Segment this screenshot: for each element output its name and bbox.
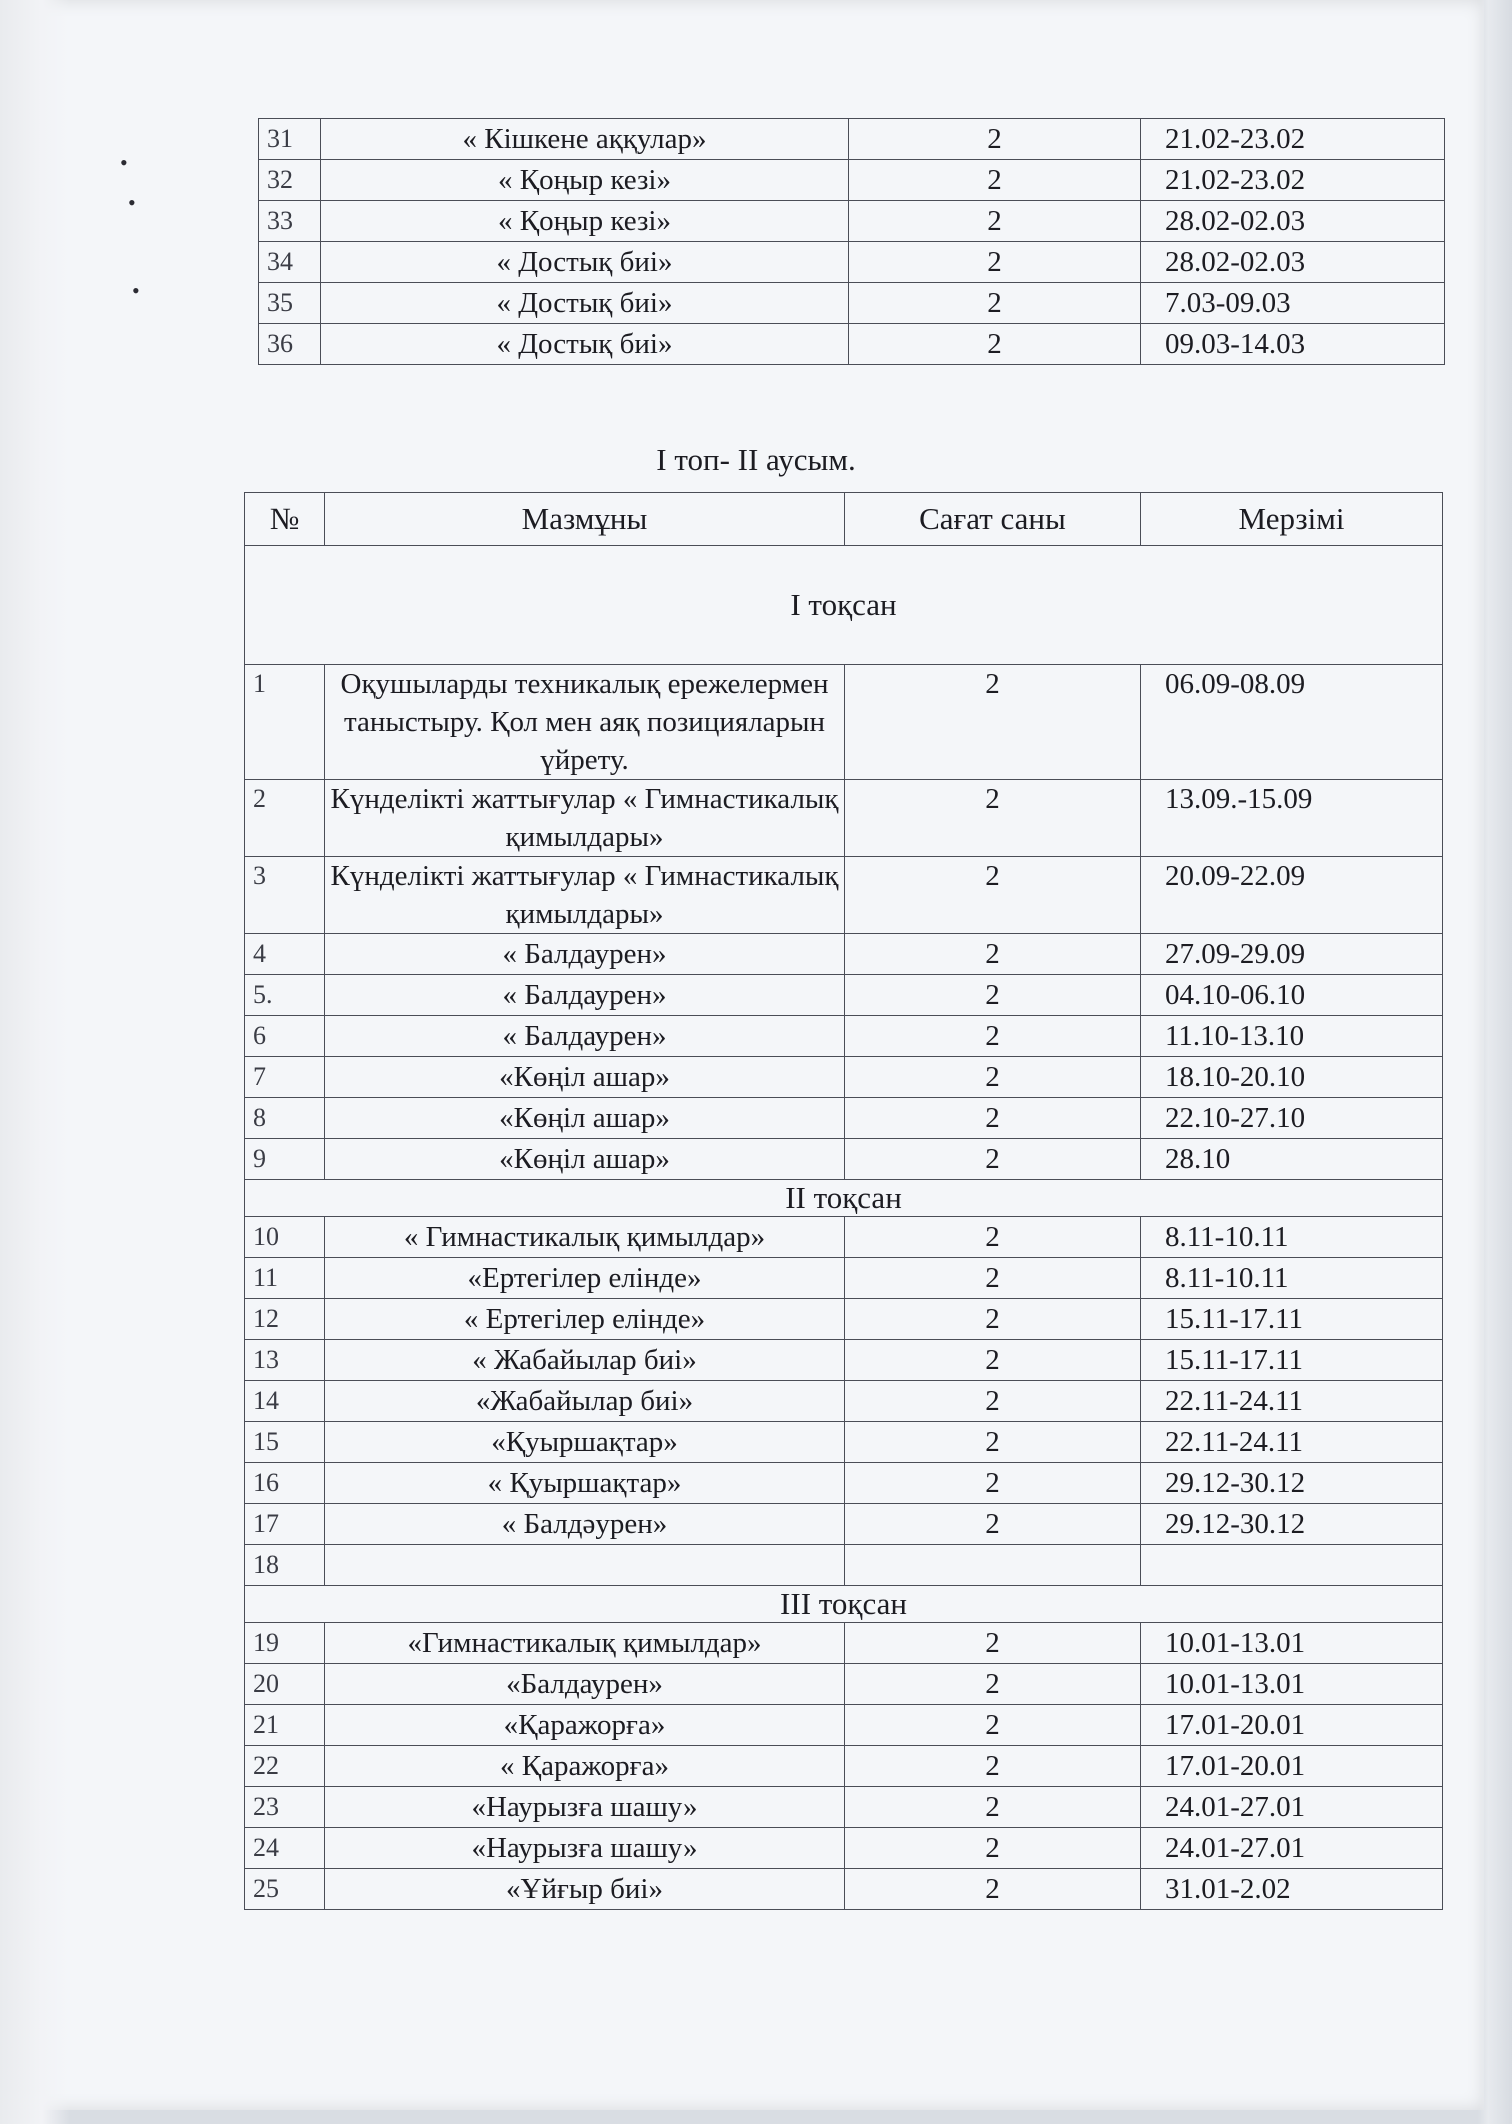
row-content: «Наурызға шашу» [325,1787,845,1828]
row-date: 31.01-2.02 [1141,1869,1443,1910]
row-content: « Жабайылар биі» [325,1340,845,1381]
row-date: 11.10-13.10 [1141,1016,1443,1057]
row-number: 23 [245,1787,325,1828]
row-date: 18.10-20.10 [1141,1057,1443,1098]
row-content: « Достық биі» [321,283,849,324]
row-hours: 2 [845,1299,1141,1340]
row-hours: 2 [845,1869,1141,1910]
table-row [245,857,1443,934]
row-date: 15.11-17.11 [1141,1299,1443,1340]
row-content: « Балдаурен» [325,934,845,975]
row-content: Оқушыларды техникалық ережелермен таныстыру. Қол мен аяқ позицияларын үйрету. [325,665,845,780]
row-date: 17.01-20.01 [1141,1746,1443,1787]
table-row [245,1545,1443,1586]
row-hours: 2 [845,1098,1141,1139]
table-row [245,1098,1443,1139]
row-date: 29.12-30.12 [1141,1504,1443,1545]
row-date: 21.02-23.02 [1141,119,1445,160]
row-date: 8.11-10.11 [1141,1258,1443,1299]
row-content: Күнделікті жаттығулар « Гимнастикалық қимылдары» [325,780,845,857]
table-row [259,160,1445,201]
row-content: « Достық биі» [321,324,849,365]
row-date: 8.11-10.11 [1141,1217,1443,1258]
row-hours: 2 [845,1705,1141,1746]
row-date: 10.01-13.01 [1141,1664,1443,1705]
row-date: 22.11-24.11 [1141,1422,1443,1463]
row-hours: 2 [849,324,1141,365]
row-content: « Балдәурен» [325,1504,845,1545]
row-content [325,1545,845,1586]
row-hours: 2 [845,975,1141,1016]
row-number: 25 [245,1869,325,1910]
row-date: 09.03-14.03 [1141,324,1445,365]
table-row [259,242,1445,283]
row-hours: 2 [845,1139,1141,1180]
row-number: 17 [245,1504,325,1545]
row-date [1141,1545,1443,1586]
table-row [245,1258,1443,1299]
row-hours: 2 [845,1258,1141,1299]
row-number: 24 [245,1828,325,1869]
quarter-title: III тоқсан [245,1586,1443,1623]
row-date: 7.03-09.03 [1141,283,1445,324]
row-number: 6 [245,1016,325,1057]
row-number: 36 [259,324,321,365]
row-number: 32 [259,160,321,201]
row-number: 10 [245,1217,325,1258]
table-row [245,1057,1443,1098]
row-hours: 2 [845,1664,1141,1705]
header-num: № [245,493,325,546]
row-content: «Көңіл ашар» [325,1057,845,1098]
row-content: « Балдаурен» [325,1016,845,1057]
row-hours: 2 [849,283,1141,324]
row-date: 17.01-20.01 [1141,1705,1443,1746]
row-hours: 2 [845,1057,1141,1098]
table-row [245,1869,1443,1910]
paper-left-edge [0,0,70,2124]
quarter-heading-row [245,1180,1443,1217]
row-number: 12 [245,1299,325,1340]
table-row [245,1422,1443,1463]
table-row [245,1746,1443,1787]
row-hours: 2 [845,1623,1141,1664]
quarter-title: I тоқсан [245,546,1443,665]
row-hours: 2 [845,1381,1141,1422]
row-number: 22 [245,1746,325,1787]
row-hours: 2 [845,1340,1141,1381]
row-content: «Ұйғыр биі» [325,1869,845,1910]
quarter-heading-row [245,546,1443,665]
row-hours: 2 [845,1217,1141,1258]
row-hours: 2 [845,1828,1141,1869]
row-number: 9 [245,1139,325,1180]
row-hours: 2 [845,857,1141,934]
row-number: 14 [245,1381,325,1422]
row-content: «Қуыршақтар» [325,1422,845,1463]
quarter-title: II тоқсан [245,1180,1443,1217]
row-content: « Ертегілер елінде» [325,1299,845,1340]
row-number: 31 [259,119,321,160]
row-number: 7 [245,1057,325,1098]
row-content: «Балдаурен» [325,1664,845,1705]
table-row [245,1705,1443,1746]
row-date: 28.02-02.03 [1141,201,1445,242]
header-content: Мазмұны [325,493,845,546]
row-number: 15 [245,1422,325,1463]
row-number: 2 [245,780,325,857]
row-hours: 2 [849,201,1141,242]
row-date: 29.12-30.12 [1141,1463,1443,1504]
row-content: « Достық биі» [321,242,849,283]
row-content: «Көңіл ашар» [325,1098,845,1139]
row-number: 16 [245,1463,325,1504]
row-hours: 2 [845,1504,1141,1545]
row-date: 21.02-23.02 [1141,160,1445,201]
quarter-heading-row [245,1586,1443,1623]
table-row [245,665,1443,780]
row-hours: 2 [849,242,1141,283]
table-row [245,1664,1443,1705]
table-row [259,324,1445,365]
row-content: « Қоңыр кезі» [321,160,849,201]
table-header-row [245,493,1443,546]
row-hours: 2 [845,1016,1141,1057]
row-date: 06.09-08.09 [1141,665,1443,780]
row-content: «Ертегілер елінде» [325,1258,845,1299]
row-number: 5. [245,975,325,1016]
table-row [259,201,1445,242]
row-hours: 2 [845,934,1141,975]
row-content: Күнделікті жаттығулар « Гимнастикалық қимылдары» [325,857,845,934]
schedule-table [244,492,1443,1910]
paper-right-edge [1478,0,1512,2124]
table-row [245,934,1443,975]
row-date: 28.10 [1141,1139,1443,1180]
row-date: 22.11-24.11 [1141,1381,1443,1422]
table-row [245,1299,1443,1340]
table-row [245,1504,1443,1545]
table-row [245,1381,1443,1422]
row-number: 35 [259,283,321,324]
row-hours: 2 [845,1787,1141,1828]
row-hours: 2 [849,160,1141,201]
schedule-table-continued [258,118,1445,365]
row-number: 20 [245,1664,325,1705]
row-date: 20.09-22.09 [1141,857,1443,934]
header-date: Мерзімі [1141,493,1443,546]
table-row [245,1463,1443,1504]
row-number: 34 [259,242,321,283]
table-row [245,1828,1443,1869]
row-hours [845,1545,1141,1586]
row-content: « Кішкене аққулар» [321,119,849,160]
row-hours: 2 [845,1463,1141,1504]
row-number: 19 [245,1623,325,1664]
row-content: « Қаражорға» [325,1746,845,1787]
row-hours: 2 [845,1422,1141,1463]
row-content: « Гимнастикалық қимылдар» [325,1217,845,1258]
scan-speck: • [132,278,140,303]
row-number: 4 [245,934,325,975]
table-row [245,1016,1443,1057]
row-date: 24.01-27.01 [1141,1828,1443,1869]
table-row [259,119,1445,160]
row-content: «Наурызға шашу» [325,1828,845,1869]
table-row [245,1340,1443,1381]
header-hours: Сағат саны [845,493,1141,546]
row-content: « Қуыршақтар» [325,1463,845,1504]
row-content: «Қаражорға» [325,1705,845,1746]
row-content: «Көңіл ашар» [325,1139,845,1180]
row-content: «Жабайылар биі» [325,1381,845,1422]
row-number: 8 [245,1098,325,1139]
scan-speck: • [120,150,128,175]
row-date: 10.01-13.01 [1141,1623,1443,1664]
table-row [245,780,1443,857]
section-title: I топ- II аусым. [656,442,856,477]
table-row [245,975,1443,1016]
table-row [245,1139,1443,1180]
row-content: « Балдаурен» [325,975,845,1016]
row-number: 13 [245,1340,325,1381]
row-number: 18 [245,1545,325,1586]
row-date: 15.11-17.11 [1141,1340,1443,1381]
row-content: « Қоңыр кезі» [321,201,849,242]
row-date: 13.09.-15.09 [1141,780,1443,857]
row-number: 1 [245,665,325,780]
row-number: 11 [245,1258,325,1299]
row-hours: 2 [849,119,1141,160]
row-hours: 2 [845,1746,1141,1787]
row-date: 22.10-27.10 [1141,1098,1443,1139]
table-row [245,1623,1443,1664]
row-date: 27.09-29.09 [1141,934,1443,975]
row-date: 04.10-06.10 [1141,975,1443,1016]
row-hours: 2 [845,780,1141,857]
scan-speck: • [128,190,136,215]
table-row [259,283,1445,324]
row-number: 33 [259,201,321,242]
row-date: 28.02-02.03 [1141,242,1445,283]
row-date: 24.01-27.01 [1141,1787,1443,1828]
row-content: «Гимнастикалық қимылдар» [325,1623,845,1664]
table-row [245,1787,1443,1828]
row-hours: 2 [845,665,1141,780]
row-number: 3 [245,857,325,934]
table-row [245,1217,1443,1258]
row-number: 21 [245,1705,325,1746]
